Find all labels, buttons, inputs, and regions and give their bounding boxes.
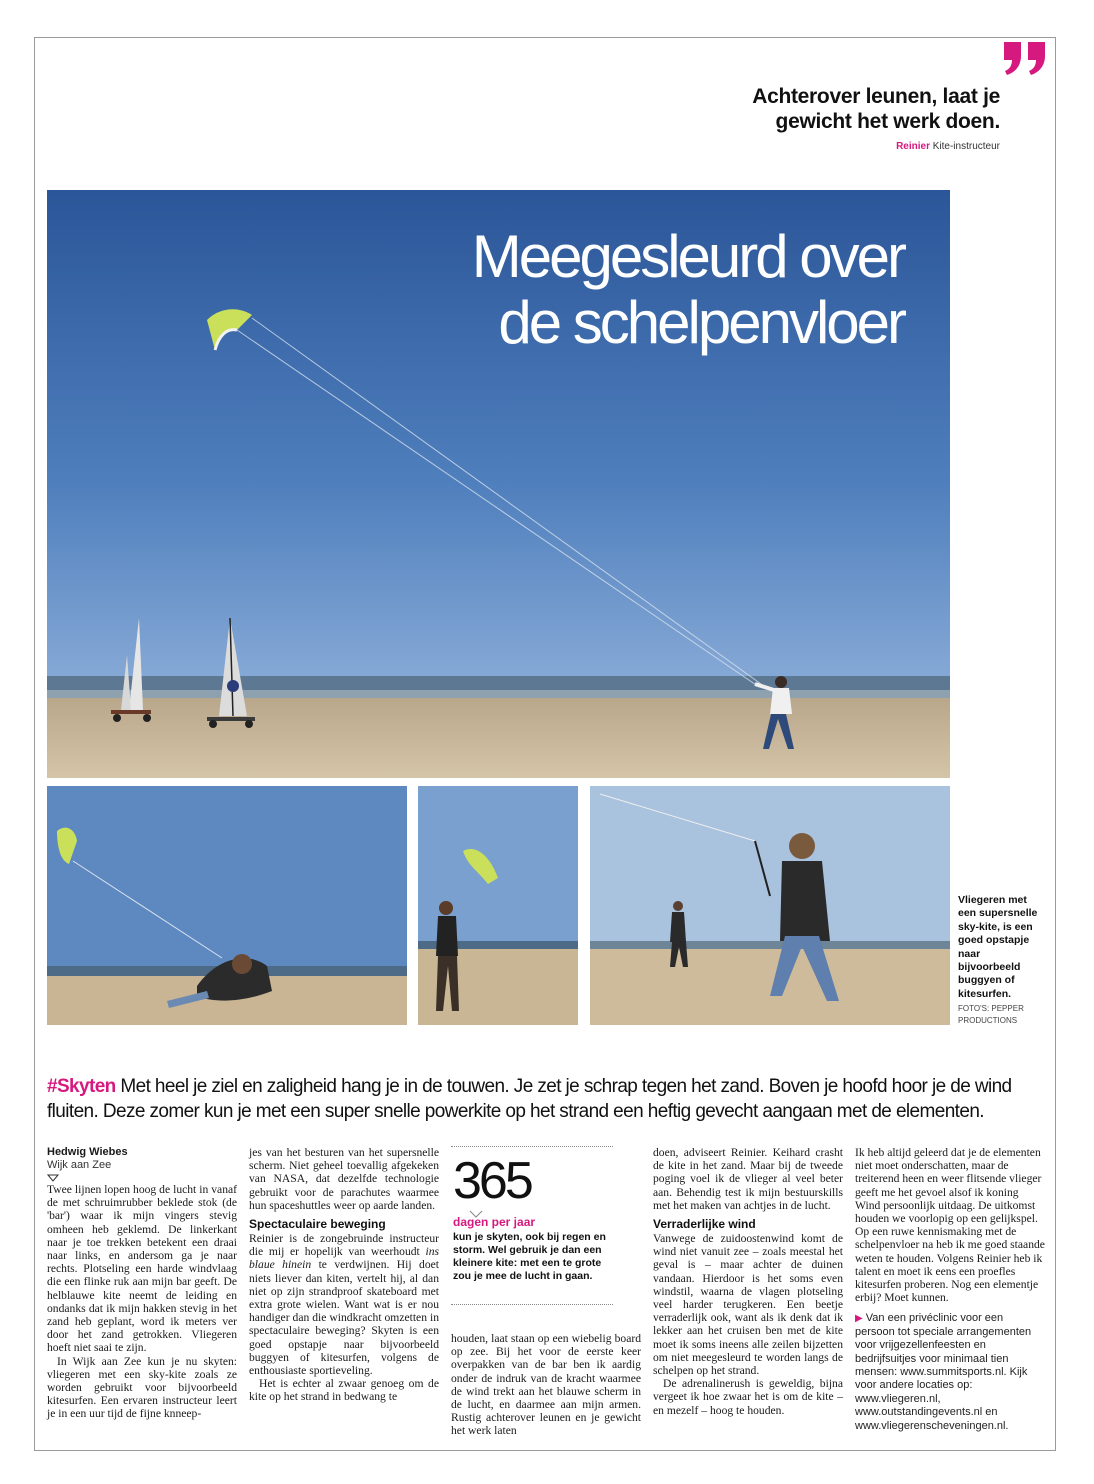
subheading: Verraderlijke wind [653, 1217, 756, 1232]
byline-place: Wijk aan Zee [47, 1159, 112, 1171]
byline-author: Hedwig Wiebes [47, 1146, 128, 1158]
quote-attribution [896, 141, 1000, 152]
fact-box [451, 1146, 613, 1308]
headline-line: de schelpenvloer [498, 289, 904, 356]
body-paragraph: doen, adviseert Reinier. Keihard crasht de kite in het zand. Maar bij de tweede poging voel ik de vlieger al veel beter aan. Behendig test ik mijn bestuurskills met het maken van achtjes in de lucht. [653, 1146, 843, 1212]
chevron-down-icon [47, 1174, 59, 1182]
photo-credit: FOTO'S: PEPPER PRODUCTIONS [958, 1004, 1024, 1026]
intro-lead [47, 1074, 1037, 1124]
body-column-4 [653, 1146, 843, 1417]
promo-info [855, 1312, 1045, 1433]
body-paragraph: Het is echter al zwaar genoeg om de kite op het strand in bedwang te [249, 1377, 439, 1404]
body-paragraph [249, 1232, 439, 1377]
fact-label: dagen per jaar [453, 1215, 536, 1229]
subheading: Spectaculaire beweging [249, 1217, 386, 1232]
body-emphasis: ins blaue hinein [249, 1245, 439, 1272]
headline-line: Meegesleurd over [471, 223, 904, 290]
pull-quote-line: gewicht het werk doen. [775, 110, 1000, 133]
body-column-2 [249, 1146, 439, 1404]
quote-mark-icon [1002, 40, 1048, 76]
body-paragraph: houden, laat staan op een wiebelig board op zee. Bij het voor de eerste keer overpakken van de bar ben ik aardig onder de indruk van de kracht waarmee de wind trekt aan het blauwe scherm in de lucht, en daarmee aan mijn armen. Rustig achterover leunen en je gewicht het werk laten [451, 1332, 641, 1438]
body-paragraph: jes van het besturen van het supersnelle scherm. Niet geheel toevallig afgekeken van NASA, dat dezelfde technologie gebruikt voor de parachutes waarmee hun spaceshuttles weer op aarde landen. [249, 1146, 439, 1212]
intro-tag: #Skyten [47, 1076, 116, 1097]
promo-text: Van een privéclinic voor een persoon tot speciale arrangementen voor vrijgezellenfeesten en bedrijfsuitjes voor minimaal tien mensen: www.summitsports.nl. Kijk voor andere locaties op: www.vliegeren.nl, www.outstandingevents.nl en www.vliegerenscheveningen.nl. [855, 1312, 1032, 1432]
divider [451, 1304, 613, 1305]
pull-quote-line: Achterover leunen, laat je [752, 85, 1000, 108]
body-column-3 [451, 1332, 641, 1438]
quote-role: Kite-instructeur [932, 141, 1000, 152]
arrow-right-icon: ▶ [855, 1313, 863, 1325]
photo-lying-kiter [47, 786, 407, 1025]
pull-quote [580, 84, 1000, 134]
photo-standing-kiter [418, 786, 578, 1025]
headline [472, 224, 904, 356]
main-photo [47, 190, 950, 778]
intro-text: Met heel je ziel en zaligheid hang je in de touwen. Je zet je schrap tegen het zand. Boven je hoofd hoor je de wind fluiten. Deze zomer kun je met een super snelle powerkite op het strand een heftig gevecht aangaan met de elementen. [47, 1076, 1012, 1122]
body-paragraph: De adrenalinerush is geweldig, bijna vergeet ik hoe zwaar het is om de kite – en mezelf – hoog te houden. [653, 1377, 843, 1417]
photo-caption [958, 894, 1044, 1027]
divider [451, 1146, 613, 1147]
fact-text: kun je skyten, ook bij regen en storm. Wel gebruik je dan een kleinere kite: met een te grote zou je mee de lucht in gaan. [453, 1231, 606, 1282]
body-text: Reinier is de zongebruinde instructeur die mij er hopelijk van weerhoudt [249, 1232, 439, 1259]
fact-number: 365 [453, 1152, 531, 1210]
body-paragraph: Twee lijnen lopen hoog de lucht in vanaf de met schruimrubber beklede stok (de 'bar') waar ik mijn vingers stevig omheen heb geklemd. De linkerkant naar je toe trekken betekent een draai naar links, en andersom ga je naar rechts. Plotseling een harde windvlaag die een flinke ruk aan mijn bar geeft. De helblauwe kite neemt de leiding en ondanks dat ik mijn hakken stevig in het zand heb geplant, word ik meters ver door het zand getrokken. Vliegeren hoeft niet saai te zijn. [47, 1183, 237, 1355]
body-paragraph: Ik heb altijd geleerd dat je de elementen niet moet onderschatten, maar de treiterend heen en weer flitsende vlieger geeft me het gevoel alsof ik koning Wind persoonlijk uitdaag. De uitkomst houden we voorlopig op een gelijkspel. Op een ruwe kennismaking met de schelpenvloer na heb ik me goed staande weten te houden. Volgens Reinier heb ik talent en moet ik eens een proefles kitesurfen proberen. Nog een elementje erbij? Moet kunnen. [855, 1146, 1045, 1305]
quote-name: Reinier [896, 141, 930, 152]
body-text: te verdwijnen. Hij doet niets liever dan kiten, vertelt hij, al dan niet op zijn strandproof skateboard met extra grote wielen. Want wat is er nou handiger dan die windkracht omzetten in spectaculaire beweging? Skyten is een goed opstapje naar bijvoorbeeld buggyen of kitesurfen, volgens de enthousiaste sportieveling. [249, 1258, 439, 1378]
body-paragraph: In Wijk aan Zee kun je nu skyten: vliegeren met een sky-kite zoals ze worden gebruikt voor bijvoorbeeld kitesurfen. Een ervaren instructeur leert je in een uur tijd de fijne knneep- [47, 1354, 237, 1421]
body-paragraph: Vanwege de zuidoostenwind komt de wind niet vanuit zee – zoals meestal het geval is – maar achter de duinen vandaan. Hierdoor is het soms even windstil, waarna de vlagen plotseling veel harder terugkeren. Een beetje verraderlijk ook, want als ik denk dat ik lekker aan het cruisen ben met de kite moet ik soms ineens alle zeilen bijzetten om niet meegesleurd te worden langs de schelpen op het strand. [653, 1232, 843, 1378]
body-column-5 [855, 1146, 1045, 1433]
caption-text: Vliegeren met een supersnelle sky-kite, is een goed opstapje naar bijvoorbeeld buggyen of kitesurfen. [958, 894, 1038, 1000]
body-column-1 [47, 1146, 237, 1421]
photo-pulling-kiter [590, 786, 950, 1025]
